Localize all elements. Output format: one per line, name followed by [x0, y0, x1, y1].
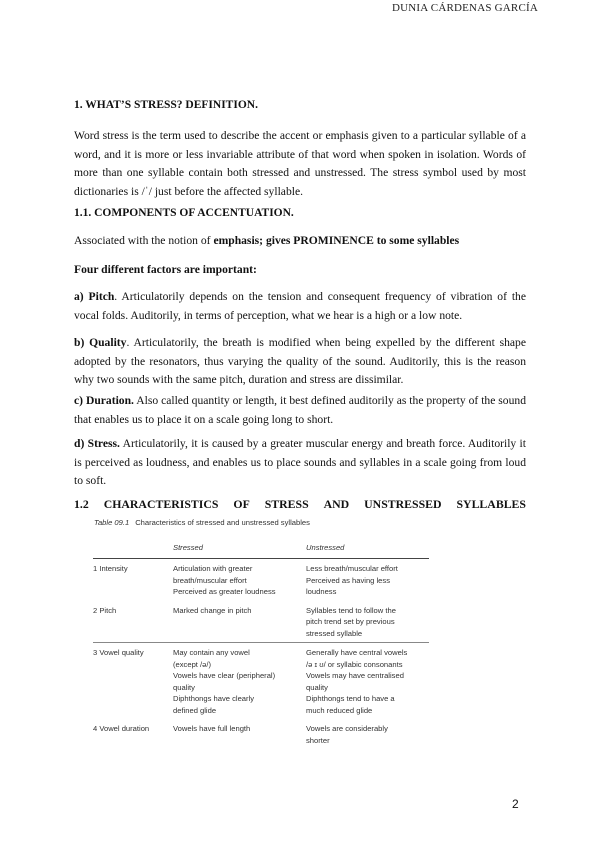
table-row [93, 719, 429, 749]
cell-line: Perceived as greater loudness [173, 587, 276, 596]
emphasis-paragraph [74, 232, 526, 251]
heading-word: STRESS [264, 497, 309, 511]
emphasis-bold-text: emphasis; gives PROMINENCE to some syllables [213, 234, 460, 247]
cell-line: Less breath/muscular effort [306, 564, 398, 573]
cell-line: pitch trend set by previous [306, 617, 395, 626]
cell-line: Generally have central vowels [306, 648, 408, 657]
heading-word: SYLLABLES [456, 497, 526, 511]
cell-line: quality [173, 682, 195, 692]
cell-line: quality [306, 682, 328, 692]
cell-line: defined glide [173, 705, 217, 715]
cell-line: Vowels have full length [173, 724, 251, 733]
definition-paragraph: Word stress is the term used to describe the accent or emphasis given to a particular syllable of a word, and it is more or less invariable attribute of that word when spoken in isolation. Words of more than one syllable contain both stressed and unstressed. The stress symbol used by most dictionaries is /ˈ/ just before the affected syllable. [74, 129, 526, 198]
section-1-1-heading: 1.1. COMPONENTS OF ACCENTUATION. [74, 207, 294, 219]
unstressed-cell [306, 563, 429, 598]
heading-word: 1.2 [74, 497, 89, 511]
cell-line: stressed syllable [306, 628, 363, 638]
factor-label: d) Stress. [74, 437, 120, 450]
stressed-cell [173, 605, 306, 640]
feature-cell: 4 Vowel duration [93, 724, 150, 733]
cell-line: Perceived as having less [306, 575, 390, 585]
unstressed-cell [306, 723, 429, 746]
factor-pitch [74, 288, 526, 325]
unstressed-cell [306, 647, 429, 716]
stressed-cell [173, 647, 306, 716]
stressed-cell [173, 563, 306, 598]
cell-line: shorter [306, 735, 330, 745]
heading-word: UNSTRESSED [364, 497, 442, 511]
unstressed-cell [306, 605, 429, 640]
column-header-feature [93, 540, 173, 558]
running-header-author: DUNIA CÁRDENAS GARCÍA [392, 2, 538, 14]
table-row [93, 643, 429, 719]
table-row [93, 601, 429, 644]
emphasis-intro-text: Associated with the notion of [74, 234, 214, 247]
page-number: 2 [512, 797, 519, 811]
cell-line: much reduced glide [306, 705, 373, 715]
factor-text: Also called quantity or length, it best defined auditorily as the property of the sound that enables us to place it on a scale going long to short. [74, 394, 526, 426]
cell-line: Marked change in pitch [173, 605, 252, 615]
feature-cell: 2 Pitch [93, 605, 117, 615]
heading-word: CHARACTERISTICS [103, 497, 219, 511]
cell-line: Diphthongs tend to have a [306, 694, 395, 703]
feature-cell: 1 Intensity [93, 564, 128, 573]
stress-characteristics-table [93, 540, 429, 749]
cell-line: Vowels may have centralised [306, 671, 404, 680]
factor-label: c) Duration. [74, 394, 134, 407]
table-row [93, 559, 429, 601]
cell-line: Diphthongs have clearly [173, 694, 255, 703]
factor-quality [74, 334, 526, 390]
section-1-2-heading [74, 497, 526, 512]
factor-label: a) Pitch [74, 290, 115, 303]
factors-heading: Four different factors are important: [74, 263, 257, 276]
heading-word: AND [323, 497, 350, 511]
factor-text: . Articulatorily, the breath is modified when being expelled by the different shape adopted by the resonators, thus varying the quality of the sound. Auditorily, this is the reason why two sounds with the same pitch, duration and stress are dissimilar. [74, 336, 526, 387]
table-header-row [93, 540, 429, 559]
column-header-stressed: Stressed [173, 543, 203, 552]
cell-line: Vowels are considerably [306, 724, 388, 733]
column-header-unstressed: Unstressed [306, 543, 345, 552]
cell-line: May contain any vowel [173, 648, 250, 657]
cell-line: Vowels have clear (peripheral) [173, 671, 276, 680]
table-caption-text: Characteristics of stressed and unstressed syllables [135, 518, 310, 527]
cell-line: (except /ə/) [173, 659, 211, 669]
feature-cell: 3 Vowel quality [93, 648, 144, 657]
table-caption [94, 518, 310, 527]
cell-line: breath/muscular effort [173, 575, 247, 585]
cell-line: loudness [306, 587, 337, 596]
cell-line: /ə ɪ ʊ/ or syllabic consonants [306, 659, 403, 669]
table-caption-label: Table 09.1 [94, 518, 130, 527]
cell-line: Syllables tend to follow the [306, 605, 396, 615]
factor-text: . Articulatorily depends on the tension and consequent frequency of vibration of the vocal folds. Auditorily, in terms of perception, what we hear is a high or a low note. [74, 290, 526, 322]
cell-line: Articulation with greater [173, 564, 253, 573]
factor-duration [74, 392, 526, 429]
factor-text: Articulatorily, it is caused by a greater muscular energy and breath force. Auditorily it is perceived as loudness, and enables us to place sounds and syllables in a scale going from loud to soft. [74, 437, 526, 488]
factor-stress [74, 435, 526, 491]
heading-word: OF [233, 497, 250, 511]
stressed-cell [173, 723, 306, 746]
factor-label: b) Quality [74, 336, 127, 349]
section-1-heading: 1. WHAT’S STRESS? DEFINITION. [74, 99, 258, 111]
